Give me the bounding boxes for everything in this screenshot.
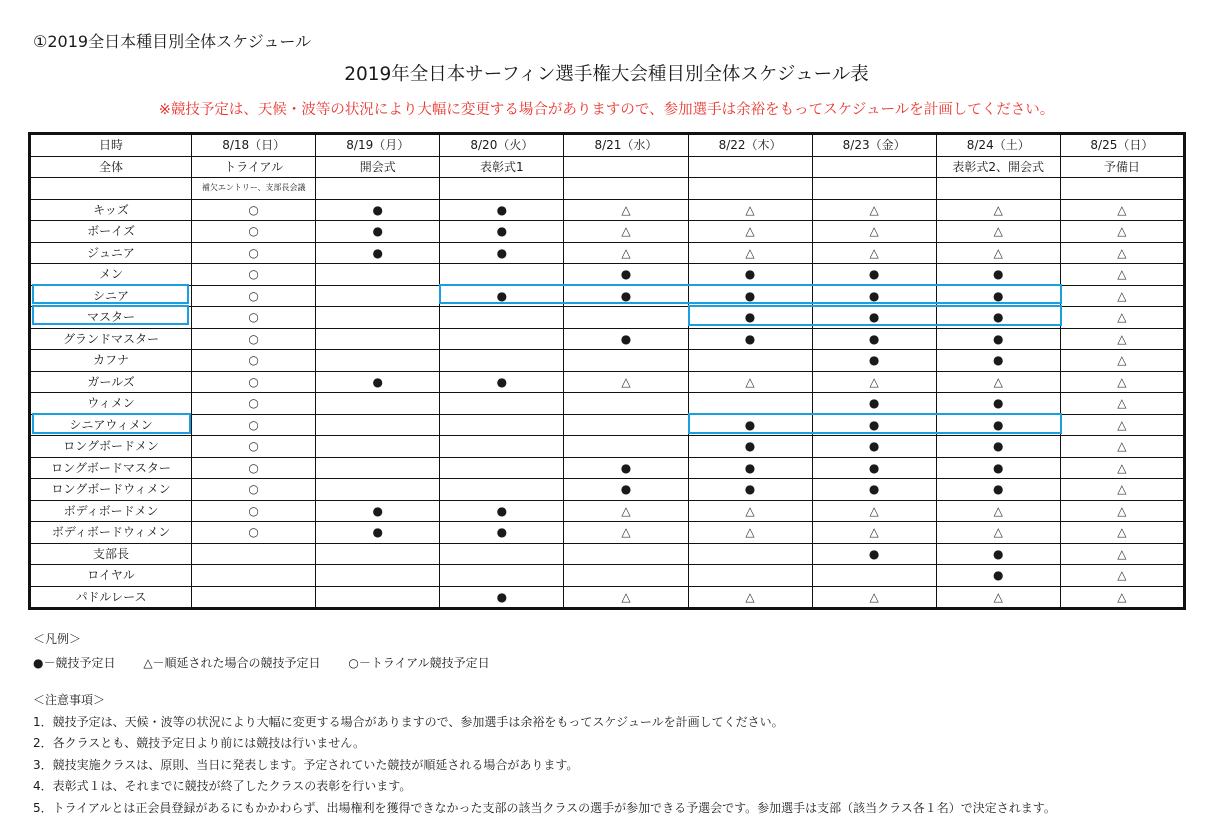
class-name: マスター [30,307,192,329]
postponed-mark: △ [936,242,1060,264]
table-row [30,328,1185,350]
schedule-cell [688,178,812,200]
trial-mark: ○ [192,522,316,544]
empty-cell [440,307,564,329]
postponed-mark: △ [936,522,1060,544]
trial-mark: ○ [192,307,316,329]
empty-cell [440,543,564,565]
scheduled-mark: ● [316,242,440,264]
trial-mark: ○ [192,328,316,350]
postponed-mark: △ [564,242,688,264]
trial-mark: ○ [192,479,316,501]
table-row [30,436,1185,458]
postponed-mark: △ [812,242,936,264]
trial-mark: ○ [192,199,316,221]
event-row [30,156,1185,178]
empty-cell [440,479,564,501]
postponed-mark: △ [1060,371,1184,393]
schedule-cell [1060,178,1184,200]
postponed-mark: △ [1060,393,1184,415]
table-row [30,414,1185,436]
scheduled-mark: ● [812,414,936,436]
legend-item-scheduled: ●－競技予定日 [33,656,116,670]
postponed-mark: △ [1060,543,1184,565]
schedule-body [30,134,1185,609]
empty-cell [440,393,564,415]
empty-cell [564,565,688,587]
empty-cell [564,350,688,372]
scheduled-mark: ● [688,457,812,479]
class-name: ジュニア [30,242,192,264]
postponed-mark: △ [1060,350,1184,372]
class-name: ロングボードウィメン [30,479,192,501]
empty-cell [316,479,440,501]
schedule-cell: 8/20（火） [440,134,564,157]
scheduled-mark: ● [688,285,812,307]
class-name: キッズ [30,199,192,221]
scheduled-mark: ● [936,264,1060,286]
note-item: 3．競技実施クラスは、原則、当日に発表します。予定されていた競技が順延される場合があります。 [33,757,579,772]
row-label [30,178,192,200]
postponed-mark: △ [1060,457,1184,479]
scheduled-mark: ● [936,457,1060,479]
notes [33,690,1056,819]
empty-cell [440,350,564,372]
empty-cell [316,350,440,372]
schedule-cell [564,178,688,200]
table-row [30,565,1185,587]
schedule-cell [812,156,936,178]
empty-cell [564,414,688,436]
postponed-mark: △ [564,221,688,243]
scheduled-mark: ● [936,350,1060,372]
scheduled-mark: ● [316,221,440,243]
scheduled-mark: ● [440,285,564,307]
scheduled-mark: ● [564,285,688,307]
scheduled-mark: ● [440,500,564,522]
class-name: ボディボードウィメン [30,522,192,544]
note-row [30,178,1185,200]
postponed-mark: △ [688,371,812,393]
postponed-mark: △ [564,199,688,221]
empty-cell [316,328,440,350]
scheduled-mark: ● [936,393,1060,415]
trial-mark: ○ [192,285,316,307]
empty-cell [440,328,564,350]
postponed-mark: △ [688,242,812,264]
table-row [30,350,1185,372]
class-name: パドルレース [30,586,192,609]
class-name: 支部長 [30,543,192,565]
legend-items [33,651,514,675]
empty-cell [440,565,564,587]
scheduled-mark: ● [688,436,812,458]
empty-cell [316,565,440,587]
class-name: ガールズ [30,371,192,393]
header-row [30,134,1185,157]
scheduled-mark: ● [936,307,1060,329]
class-name: ロイヤル [30,565,192,587]
table-row [30,543,1185,565]
schedule-notice: ※競技予定は、天候・波等の状況により大幅に変更する場合がありますので、参加選手は余裕をもってスケジュールを計画してください。 [158,102,1055,118]
postponed-mark: △ [564,500,688,522]
scheduled-mark: ● [936,543,1060,565]
postponed-mark: △ [564,586,688,609]
postponed-mark: △ [688,221,812,243]
scheduled-mark: ● [440,199,564,221]
schedule-cell: 8/23（金） [812,134,936,157]
schedule-cell: 表彰式2、開会式 [936,156,1060,178]
empty-cell [192,586,316,609]
scheduled-mark: ● [812,479,936,501]
scheduled-mark: ● [564,264,688,286]
postponed-mark: △ [688,522,812,544]
scheduled-mark: ● [812,350,936,372]
scheduled-mark: ● [564,479,688,501]
postponed-mark: △ [1060,242,1184,264]
class-name: ウィメン [30,393,192,415]
empty-cell [564,436,688,458]
schedule-cell: 予備日 [1060,156,1184,178]
postponed-mark: △ [688,586,812,609]
postponed-mark: △ [812,500,936,522]
table-row [30,371,1185,393]
scheduled-mark: ● [936,565,1060,587]
legend-item-postponed: △－順延された場合の競技予定日 [143,656,321,670]
postponed-mark: △ [812,522,936,544]
empty-cell [688,543,812,565]
empty-cell [688,565,812,587]
schedule-cell: 8/24（土） [936,134,1060,157]
schedule-cell: 補欠エントリー、支部長会議 [192,178,316,200]
empty-cell [564,543,688,565]
scheduled-mark: ● [812,307,936,329]
class-name: ロングボードメン [30,436,192,458]
trial-mark: ○ [192,393,316,415]
table-row [30,264,1185,286]
scheduled-mark: ● [812,457,936,479]
empty-cell [440,436,564,458]
empty-cell [564,393,688,415]
scheduled-mark: ● [812,543,936,565]
scheduled-mark: ● [936,479,1060,501]
empty-cell [316,393,440,415]
schedule-cell [688,156,812,178]
note-item: 1．競技予定は、天候・波等の状況により大幅に変更する場合がありますので、参加選手は余裕をもってスケジュールを計画してください。 [33,714,784,729]
legend-title: ＜凡例＞ [33,632,82,646]
notes-title: ＜注意事項＞ [33,693,106,707]
schedule-cell [564,156,688,178]
schedule-cell: トライアル [192,156,316,178]
schedule-title: 2019年全日本サーフィン選手権大会種目別全体スケジュール表 [344,64,869,85]
table-row [30,522,1185,544]
trial-mark: ○ [192,221,316,243]
postponed-mark: △ [688,199,812,221]
schedule-cell: 表彰式1 [440,156,564,178]
scheduled-mark: ● [812,328,936,350]
class-name: シニアウィメン [30,414,192,436]
postponed-mark: △ [936,371,1060,393]
trial-mark: ○ [192,500,316,522]
postponed-mark: △ [1060,307,1184,329]
scheduled-mark: ● [316,500,440,522]
scheduled-mark: ● [440,371,564,393]
scheduled-mark: ● [316,199,440,221]
trial-mark: ○ [192,242,316,264]
empty-cell [440,414,564,436]
scheduled-mark: ● [688,479,812,501]
legend-item-trial: ○－トライアル競技予定日 [348,656,490,670]
empty-cell [316,264,440,286]
scheduled-mark: ● [688,264,812,286]
scheduled-mark: ● [440,242,564,264]
postponed-mark: △ [688,500,812,522]
scheduled-mark: ● [688,307,812,329]
empty-cell [812,565,936,587]
class-name: ロングボードマスター [30,457,192,479]
empty-cell [192,565,316,587]
class-name: カフナ [30,350,192,372]
trial-mark: ○ [192,350,316,372]
postponed-mark: △ [1060,414,1184,436]
postponed-mark: △ [936,221,1060,243]
schedule-table [28,132,1186,610]
scheduled-mark: ● [440,586,564,609]
scheduled-mark: ● [936,328,1060,350]
empty-cell [192,543,316,565]
empty-cell [564,307,688,329]
scheduled-mark: ● [564,328,688,350]
schedule-cell [936,178,1060,200]
scheduled-mark: ● [936,436,1060,458]
postponed-mark: △ [1060,328,1184,350]
table-row [30,586,1185,609]
schedule-cell: 8/22（木） [688,134,812,157]
postponed-mark: △ [1060,500,1184,522]
empty-cell [316,436,440,458]
scheduled-mark: ● [812,393,936,415]
scheduled-mark: ● [564,457,688,479]
scheduled-mark: ● [936,285,1060,307]
note-item: 4．表彰式１は、それまでに競技が終了したクラスの表彰を行います。 [33,779,412,793]
postponed-mark: △ [812,199,936,221]
empty-cell [440,264,564,286]
row-label: 日時 [30,134,192,157]
empty-cell [316,543,440,565]
trial-mark: ○ [192,371,316,393]
scheduled-mark: ● [812,285,936,307]
empty-cell [316,285,440,307]
schedule-cell [812,178,936,200]
empty-cell [316,457,440,479]
trial-mark: ○ [192,264,316,286]
postponed-mark: △ [936,586,1060,609]
page-heading: ①2019全日本種目別全体スケジュール [33,32,312,51]
scheduled-mark: ● [812,436,936,458]
class-name: メン [30,264,192,286]
postponed-mark: △ [564,371,688,393]
class-name: グランドマスター [30,328,192,350]
empty-cell [688,393,812,415]
postponed-mark: △ [1060,522,1184,544]
postponed-mark: △ [812,221,936,243]
postponed-mark: △ [936,199,1060,221]
postponed-mark: △ [1060,264,1184,286]
scheduled-mark: ● [688,414,812,436]
postponed-mark: △ [564,522,688,544]
class-name: ボディボードメン [30,500,192,522]
note-item: 2．各クラスとも、競技予定日より前には競技は行いません。 [33,736,365,750]
schedule-cell: 8/18（日） [192,134,316,157]
table-row [30,393,1185,415]
trial-mark: ○ [192,457,316,479]
table-row [30,221,1185,243]
empty-cell [316,414,440,436]
note-item: 5．トライアルとは正会員登録があるにもかかわらず、出場権利を獲得できなかった支部の該当クラスの選手が参加できる予選会です。参加選手は支部（該当クラス各１名）で決定されます。 [33,800,1056,815]
scheduled-mark: ● [440,221,564,243]
scheduled-mark: ● [316,522,440,544]
empty-cell [316,586,440,609]
scheduled-mark: ● [688,328,812,350]
table-row [30,500,1185,522]
postponed-mark: △ [1060,565,1184,587]
postponed-mark: △ [1060,221,1184,243]
postponed-mark: △ [1060,285,1184,307]
scheduled-mark: ● [812,264,936,286]
table-row [30,242,1185,264]
empty-cell [688,350,812,372]
postponed-mark: △ [812,586,936,609]
table-row [30,479,1185,501]
scheduled-mark: ● [936,414,1060,436]
table-row [30,457,1185,479]
postponed-mark: △ [936,500,1060,522]
scheduled-mark: ● [440,522,564,544]
legend [33,627,514,675]
table-row [30,199,1185,221]
scheduled-mark: ● [316,371,440,393]
postponed-mark: △ [1060,479,1184,501]
schedule-cell [440,178,564,200]
table-row [30,285,1185,307]
row-label: 全体 [30,156,192,178]
schedule-cell: 開会式 [316,156,440,178]
postponed-mark: △ [812,371,936,393]
class-name: シニア [30,285,192,307]
postponed-mark: △ [1060,436,1184,458]
trial-mark: ○ [192,414,316,436]
empty-cell [440,457,564,479]
empty-cell [316,307,440,329]
schedule-cell: 8/21（水） [564,134,688,157]
table-row [30,307,1185,329]
schedule-cell: 8/19（月） [316,134,440,157]
schedule-cell [316,178,440,200]
class-name: ボーイズ [30,221,192,243]
trial-mark: ○ [192,436,316,458]
postponed-mark: △ [1060,199,1184,221]
schedule-cell: 8/25（日） [1060,134,1184,157]
postponed-mark: △ [1060,586,1184,609]
